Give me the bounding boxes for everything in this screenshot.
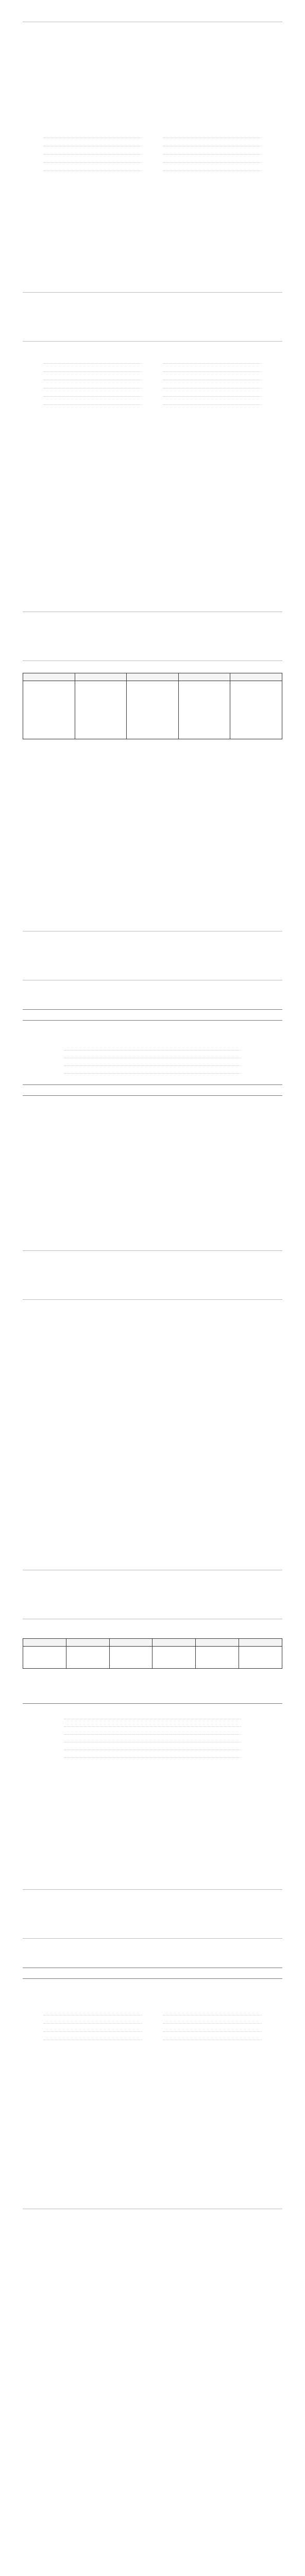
poem-line xyxy=(43,133,142,138)
poem-note xyxy=(23,176,282,181)
answer-line[interactable] xyxy=(23,1001,282,1010)
answer-line[interactable] xyxy=(23,1087,282,1096)
paragraph xyxy=(23,70,282,75)
reading-line xyxy=(43,2035,142,2040)
poem-line xyxy=(43,359,142,364)
table-cell[interactable] xyxy=(239,1647,282,1669)
document-byline xyxy=(23,44,282,49)
poem xyxy=(23,130,282,174)
paragraph xyxy=(23,94,282,99)
reading-line xyxy=(43,2027,142,2032)
poem-title xyxy=(64,1045,241,1050)
paragraph xyxy=(23,1380,282,1386)
subsection-heading xyxy=(23,79,282,85)
paragraph xyxy=(23,1342,282,1347)
paragraph xyxy=(23,1327,282,1333)
poem-line xyxy=(64,1730,241,1735)
page-footer xyxy=(23,612,282,618)
paragraph xyxy=(23,1030,282,1036)
page-3 xyxy=(0,639,305,958)
section-title xyxy=(23,1309,282,1316)
paragraph xyxy=(23,1023,282,1028)
poem-line xyxy=(64,1745,241,1750)
paragraph xyxy=(23,772,282,778)
table-header xyxy=(196,1639,239,1647)
answer-line[interactable] xyxy=(23,1959,282,1968)
poem xyxy=(23,355,282,408)
page-footer xyxy=(23,1889,282,1896)
table-header xyxy=(23,1639,66,1647)
paragraph xyxy=(23,115,282,121)
subsection-heading xyxy=(23,1673,282,1679)
poem xyxy=(23,1714,282,1758)
paragraph xyxy=(23,1395,282,1400)
subsection-heading xyxy=(23,1952,282,1957)
page-6 xyxy=(0,1597,305,1917)
paragraph xyxy=(23,758,282,764)
paragraph xyxy=(23,751,282,756)
poem-line xyxy=(64,1069,241,1074)
worksheet-table xyxy=(23,673,282,739)
poem-line xyxy=(163,141,262,146)
reading-line xyxy=(163,2035,262,2040)
poem-line xyxy=(163,149,262,155)
page-header xyxy=(23,1932,282,1939)
poem-title xyxy=(64,1714,241,1719)
answer-line[interactable] xyxy=(23,1012,282,1021)
table-cell[interactable] xyxy=(230,681,282,739)
paragraph xyxy=(23,1349,282,1354)
table-header xyxy=(152,1639,196,1647)
paragraph xyxy=(23,1366,282,1371)
poem-line xyxy=(163,375,262,380)
poem-line xyxy=(43,392,142,397)
page-header xyxy=(23,1293,282,1300)
table-cell[interactable] xyxy=(75,681,127,739)
table-cell[interactable] xyxy=(66,1647,109,1669)
poem-line xyxy=(43,158,142,163)
paragraph xyxy=(23,1687,282,1693)
subsection-heading xyxy=(23,1100,282,1106)
page-footer xyxy=(23,1250,282,1257)
page-7 xyxy=(0,1917,305,2236)
paragraph xyxy=(23,1037,282,1043)
poem-line xyxy=(43,383,142,388)
page-header xyxy=(23,15,282,22)
table-header xyxy=(127,673,179,681)
page-footer xyxy=(23,1570,282,1577)
paragraph xyxy=(23,1630,282,1635)
paragraph xyxy=(23,410,282,415)
poem-line xyxy=(64,1053,241,1058)
page-header xyxy=(23,654,282,661)
poem xyxy=(23,1045,282,1074)
table-header xyxy=(230,673,282,681)
poem-line xyxy=(163,392,262,397)
table-cell[interactable] xyxy=(152,1647,196,1669)
paragraph xyxy=(23,1387,282,1393)
paragraph xyxy=(23,1680,282,1686)
table-header xyxy=(75,673,127,681)
paragraph xyxy=(23,108,282,114)
subsection-heading xyxy=(23,1359,282,1364)
answer-line[interactable] xyxy=(23,1076,282,1085)
table-cell[interactable] xyxy=(127,681,179,739)
poem-line xyxy=(43,375,142,380)
paragraph xyxy=(23,779,282,785)
poem-line xyxy=(163,400,262,405)
paragraph xyxy=(23,1107,282,1113)
table-cell[interactable] xyxy=(23,1647,66,1669)
table-header xyxy=(109,1639,152,1647)
table-header xyxy=(178,673,230,681)
poem-line xyxy=(163,133,262,138)
table-row xyxy=(23,681,282,739)
reading-line xyxy=(43,2010,142,2015)
paragraph xyxy=(23,1760,282,1766)
page-5 xyxy=(0,1278,305,1597)
answer-line[interactable] xyxy=(23,1970,282,1979)
page-4 xyxy=(0,958,305,1278)
reading-line xyxy=(163,2019,262,2024)
paragraph xyxy=(23,101,282,107)
page-footer xyxy=(23,931,282,938)
paragraph xyxy=(23,765,282,771)
subsection-heading xyxy=(23,2047,282,2053)
poem-line xyxy=(163,367,262,372)
poem-line xyxy=(64,1753,241,1758)
document-subtitle xyxy=(23,38,282,44)
subsection-heading xyxy=(23,789,282,795)
poem-line xyxy=(163,359,262,364)
poem-line xyxy=(64,1722,241,1727)
subsection-heading xyxy=(23,1320,282,1326)
section-heading xyxy=(23,55,282,61)
poem-line xyxy=(43,141,142,146)
page-footer xyxy=(23,2209,282,2215)
subsection-heading xyxy=(23,743,282,749)
paragraph xyxy=(23,424,282,430)
poem-line xyxy=(163,158,262,163)
reading-byline xyxy=(23,2002,282,2007)
paragraph xyxy=(23,796,282,802)
reading-pairs xyxy=(23,2007,282,2043)
paragraph xyxy=(23,1373,282,1379)
table-cell[interactable] xyxy=(23,681,75,739)
paragraph xyxy=(23,2055,282,2060)
document-title xyxy=(23,31,282,38)
page-header xyxy=(23,335,282,342)
page-header xyxy=(23,1613,282,1619)
poem-line xyxy=(43,367,142,372)
paragraph xyxy=(23,1706,282,1711)
reading-line xyxy=(163,2010,262,2015)
paragraph xyxy=(23,1402,282,1408)
table-row xyxy=(23,1647,282,1669)
poem-line xyxy=(64,1737,241,1742)
paragraph xyxy=(23,804,282,809)
table-header xyxy=(239,1639,282,1647)
paragraph xyxy=(23,1334,282,1340)
poem-title xyxy=(23,123,282,128)
reading-title xyxy=(23,1994,282,2002)
poem-line xyxy=(43,149,142,155)
worksheet-table xyxy=(23,1638,282,1669)
table-header xyxy=(23,673,75,681)
page-header xyxy=(23,974,282,980)
poem-line xyxy=(163,166,262,171)
reading-line xyxy=(43,2019,142,2024)
answer-line[interactable] xyxy=(23,1695,282,1704)
paragraph xyxy=(23,2062,282,2067)
page-1 xyxy=(0,0,305,319)
table-header xyxy=(66,1639,109,1647)
subsection-heading xyxy=(23,993,282,999)
paragraph xyxy=(23,62,282,68)
paragraph xyxy=(23,417,282,422)
table-cell[interactable] xyxy=(178,681,230,739)
paragraph xyxy=(23,87,282,92)
poem-line xyxy=(43,400,142,405)
table-cell[interactable] xyxy=(109,1647,152,1669)
poem-line xyxy=(43,166,142,171)
page-2 xyxy=(0,319,305,639)
reading-line xyxy=(163,2027,262,2032)
table-cell[interactable] xyxy=(196,1647,239,1669)
page-footer xyxy=(23,292,282,299)
poem-line xyxy=(64,1061,241,1066)
poem-line xyxy=(163,383,262,388)
